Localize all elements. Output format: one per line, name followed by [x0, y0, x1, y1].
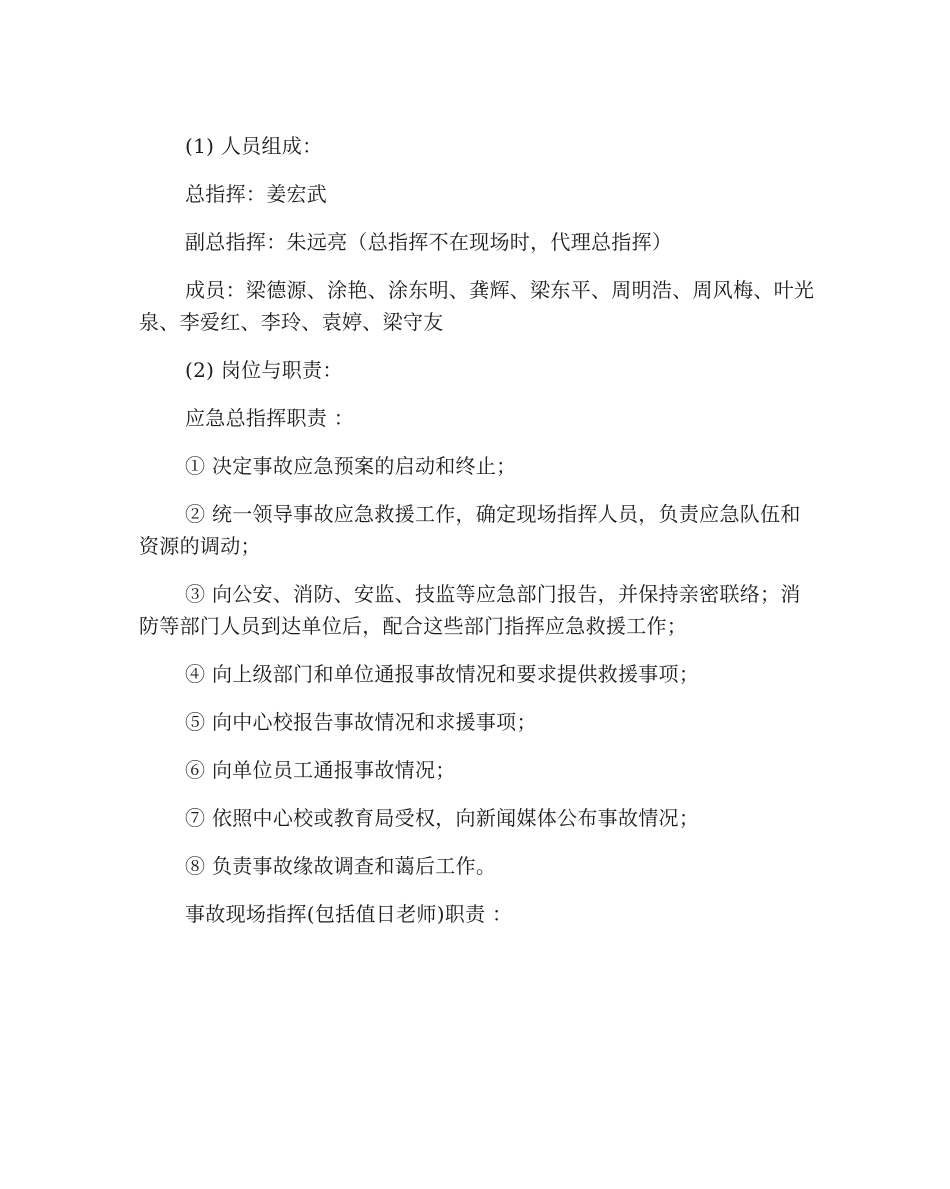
paragraph-duties-heading: (2) 岗位与职责：: [185, 358, 343, 382]
paragraph-duty-5: ⑤ 向中心校报告事故情况和求援事项；: [185, 710, 537, 734]
paragraph-site-commander-duties-title: 事故现场指挥(包括值日老师)职责 ：: [185, 902, 513, 926]
paragraph-deputy-commander: 副总指挥：朱远亮（总指挥不在现场时，代理总指挥）: [185, 230, 673, 254]
paragraph-duty-3: ③ 向公安、消防、安监、技监等应急部门报告，并保持亲密联络；消防等部门人员到达单位后，配合这些部门指挥应急救援工作；: [139, 582, 801, 638]
paragraph-chief-commander: 总指挥：姜宏武: [185, 182, 328, 206]
paragraph-duty-8: ⑧ 负责事故缘故调查和蔼后工作。: [185, 854, 497, 878]
paragraph-duty-6: ⑥ 向单位员工通报事故情况；: [185, 758, 456, 782]
document-body: [139, 130, 819, 946]
paragraph-duty-1: ① 决定事故应急预案的启动和终止；: [185, 454, 517, 478]
paragraph-members: 成员：梁德源、涂艳、涂东明、龚辉、梁东平、周明浩、周风梅、叶光泉、李爱红、李玲、袁婷、梁守友: [139, 278, 815, 334]
paragraph-duty-2: ② 统一领导事故应急救援工作，确定现场指挥人员，负责应急队伍和资源的调动；: [139, 502, 801, 558]
paragraph-personnel-heading: (1) 人员组成：: [185, 134, 323, 158]
paragraph-duty-7: ⑦ 依照中心校或教育局受权，向新闻媒体公布事故情况；: [185, 806, 700, 830]
paragraph-duty-4: ④ 向上级部门和单位通报事故情况和要求提供救援事项；: [185, 662, 700, 686]
paragraph-chief-duties-title: 应急总指挥职责 ：: [185, 406, 355, 430]
